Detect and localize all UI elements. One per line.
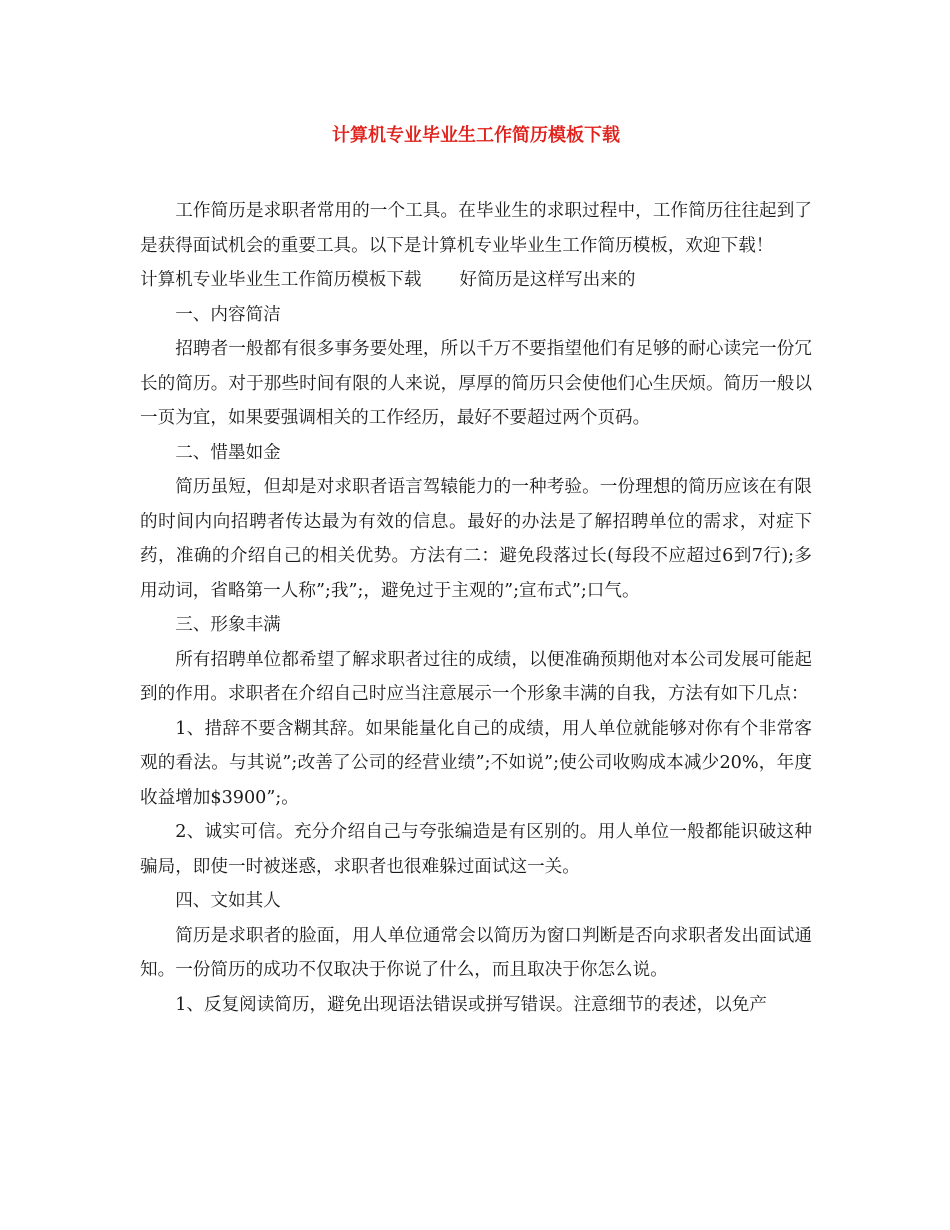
section-2-heading: 二、惜墨如金 (175, 442, 281, 463)
section-3-paragraph-1: 所有招聘单位都希望了解求职者过往的成绩，以便准确预期他对本公司发展可能起到的作用。求职者在介绍自己时应当注意展示一个形象丰满的自我，方法有如下几点： (140, 649, 812, 704)
section-3-paragraph-2: 1、措辞不要含糊其辞。如果能量化自己的成绩，用人单位就能够对你有个非常客观的看法。与其说”;改善了公司的经营业绩”;不如说”;使公司收购成本减少20%，年度收益增加$3900”;。 (140, 718, 812, 808)
subtitle-right: 好简历是这样写出来的 (459, 270, 636, 290)
section-3-heading: 三、形象丰满 (175, 615, 281, 635)
section-1-paragraph-1: 招聘者一般都有很多事务要处理，所以千万不要指望他们有足够的耐心读完一份冗长的简历。对于那些时间有限的人来说，厚厚的简历只会使他们心生厌烦。简历一般以一页为宜，如果要强调相关的工作经历，最好不要超过两个页码。 (140, 339, 812, 428)
subtitle-left: 计算机专业毕业生工作简历模板下载 (140, 270, 422, 290)
section-4-paragraph-1: 简历是求职者的脸面，用人单位通常会以简历为窗口判断是否向求职者发出面试通知。一份简历的成功不仅取决于你说了什么，而且取决于你怎么说。 (140, 925, 812, 980)
section-1-heading: 一、内容简洁 (175, 304, 281, 325)
section-2-paragraph-1: 简历虽短，但却是对求职者语言驾辕能力的一种考验。一份理想的简历应该在有限的时间内向招聘者传达最为有效的信息。最好的办法是了解招聘单位的需求，对症下药，准确的介绍自己的相关优势。方法有二：避免段落过长(每段不应超过6到7行);多用动词，省略第一人称”;我”;，避免过于主观的”;宣布式”;口气。 (140, 477, 812, 601)
document-title: 计算机专业毕业生工作简历模板下载 (332, 125, 620, 146)
section-3-paragraph-3: 2、诚实可信。充分介绍自己与夸张编造是有区别的。用人单位一般都能识破这种骗局，即使一时被迷惑，求职者也很难躲过面试这一关。 (140, 822, 812, 877)
intro-paragraph: 工作简历是求职者常用的一个工具。在毕业生的求职过程中，工作简历往往起到了是获得面试机会的重要工具。以下是计算机专业毕业生工作简历模板，欢迎下载！ (140, 201, 812, 256)
subtitle-line (140, 263, 812, 298)
section-4-paragraph-2: 1、反复阅读简历，避免出现语法错误或拼写错误。注意细节的表述，以免产 (175, 994, 767, 1015)
section-4-heading: 四、文如其人 (175, 891, 281, 911)
